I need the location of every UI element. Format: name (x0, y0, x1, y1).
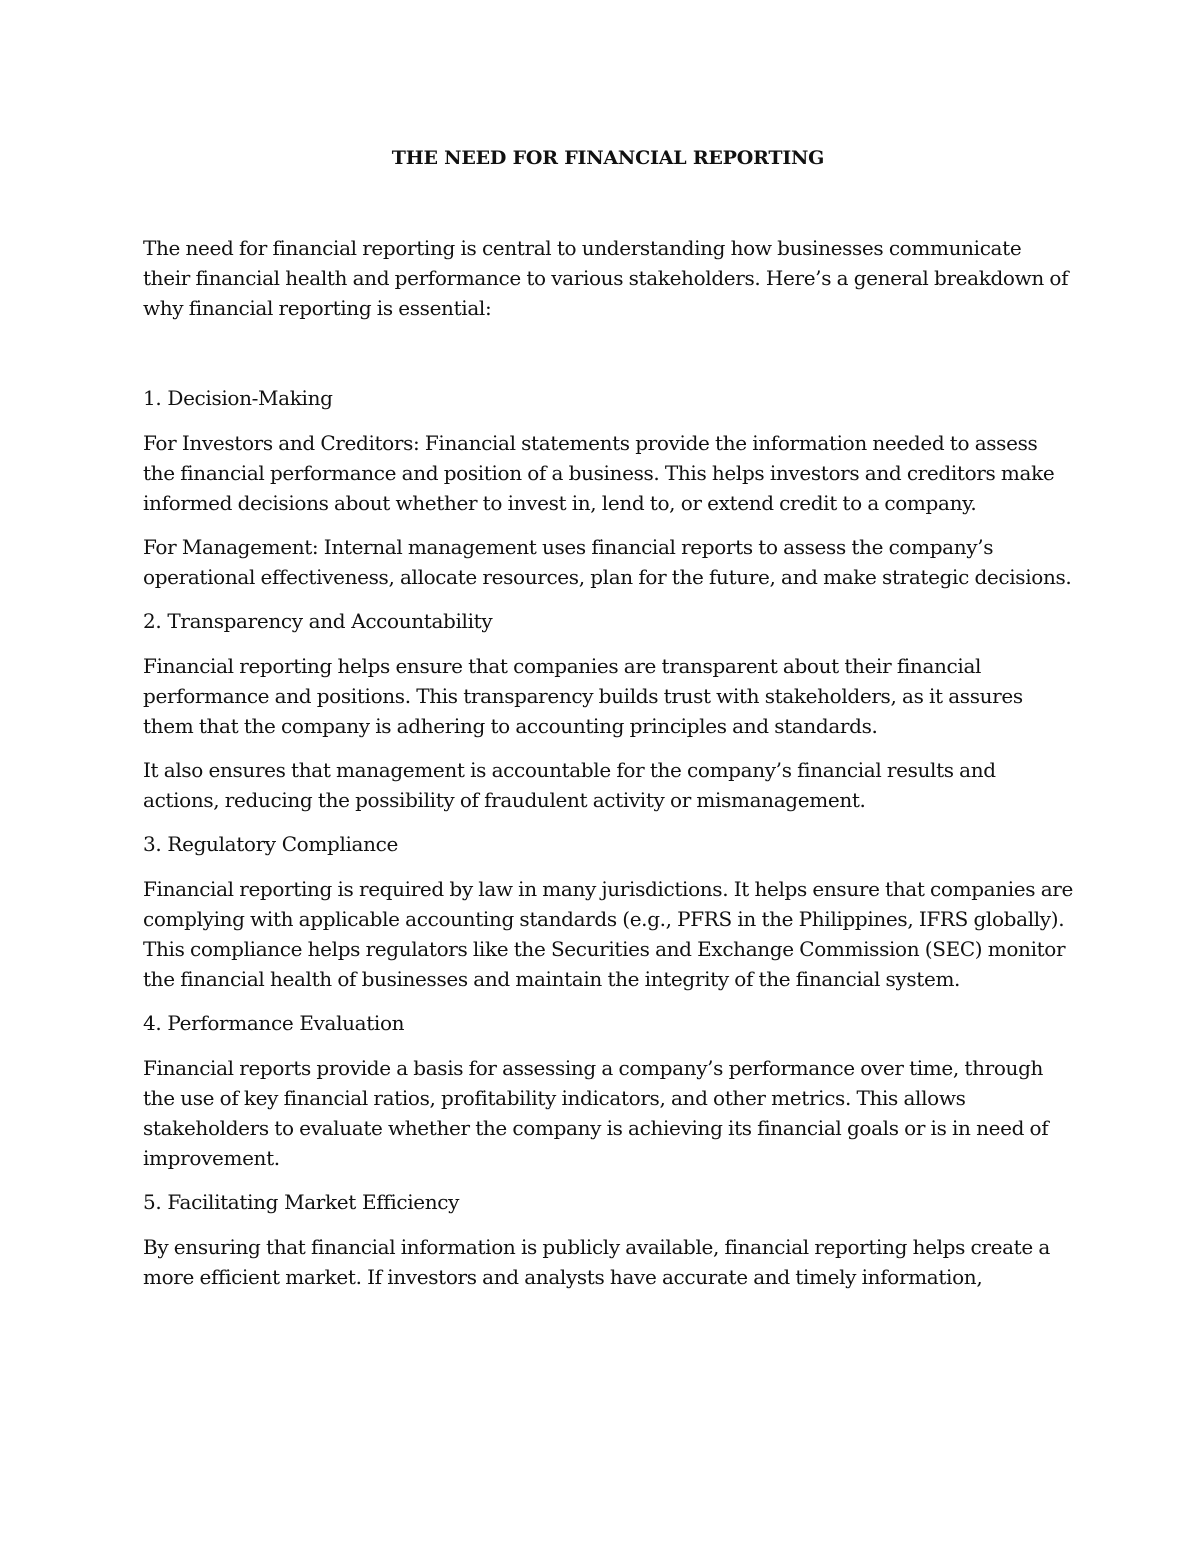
section-paragraph: For Investors and Creditors: Financial statements provide the information needed to assess the financial performance and position of a business. This helps investors and creditors make informed decisions about whether to invest in, lend to, or extend credit to a company. (143, 431, 1055, 515)
section-heading: 5. Facilitating Market Efficiency (143, 1190, 460, 1214)
section-heading: 3. Regulatory Compliance (143, 832, 398, 856)
section-heading: 4. Performance Evaluation (143, 1011, 405, 1035)
section-decision-making (143, 383, 1073, 592)
intro-paragraph: The need for financial reporting is central to understanding how businesses communicate their financial health and performance to various stakeholders. Here’s a general breakdown of why financial reporting is essential: (143, 236, 1069, 320)
document-body (143, 145, 1073, 1306)
section-paragraph: Financial reporting is required by law in many jurisdictions. It helps ensure that companies are complying with applicable accounting standards (e.g., PFRS in the Philippines, IFRS globally). This compliance helps regulators like the Securities and Exchange Commission (SEC) monitor the financial health of businesses and maintain the integrity of the financial system. (143, 877, 1073, 991)
document-title: THE NEED FOR FINANCIAL REPORTING (391, 147, 825, 169)
section-paragraph: For Management: Internal management uses financial reports to assess the company’s operational effectiveness, allocate resources, plan for the future, and make strategic decisions. (143, 535, 1072, 589)
section-paragraph: It also ensures that management is accountable for the company’s financial results and actions, reducing the possibility of fraudulent activity or mismanagement. (143, 758, 996, 812)
section-regulatory-compliance (143, 829, 1073, 994)
section-transparency-accountability (143, 606, 1073, 815)
section-paragraph: By ensuring that financial information is publicly available, financial reporting helps create a more efficient market. If investors and analysts have accurate and timely information, (143, 1235, 1050, 1289)
section-paragraph: Financial reports provide a basis for assessing a company’s performance over time, through the use of key financial ratios, profitability indicators, and other metrics. This allows stakeholders to evaluate whether the company is achieving its financial goals or is in need of improvement. (143, 1056, 1049, 1170)
section-heading: 1. Decision-Making (143, 386, 333, 410)
section-paragraph: Financial reporting helps ensure that companies are transparent about their financial performance and positions. This transparency builds trust with stakeholders, as it assures them that the company is adhering to accounting principles and standards. (143, 654, 1023, 738)
section-heading: 2. Transparency and Accountability (143, 609, 493, 633)
section-market-efficiency (143, 1187, 1073, 1292)
section-performance-evaluation (143, 1008, 1073, 1173)
